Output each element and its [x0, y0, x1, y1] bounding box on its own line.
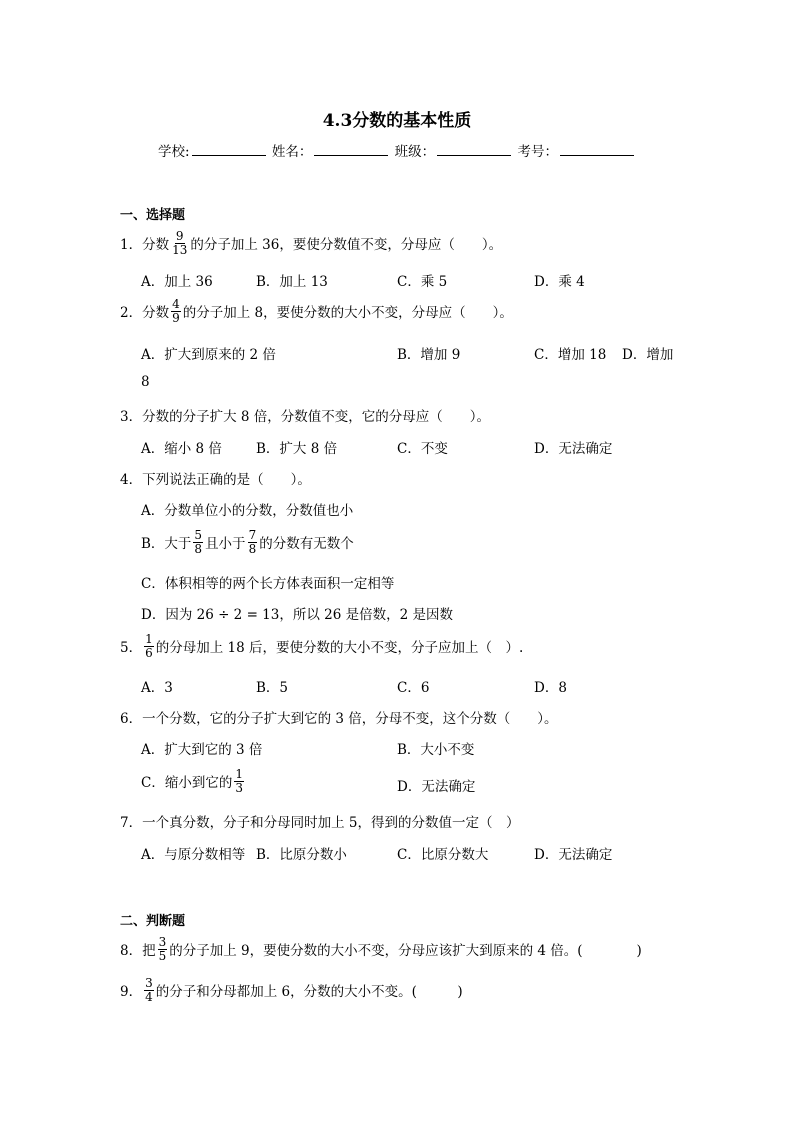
q4-option-c[interactable]: C．体积相等的两个长方体表面积一定相等	[141, 576, 395, 592]
numerator: 5	[194, 528, 203, 542]
question-text: 的分子加上 36，要使分数值不变，分母应（ ）。	[190, 237, 503, 253]
q2-option-b[interactable]: B．增加 9	[397, 347, 461, 363]
numerator: 1	[145, 632, 153, 646]
name-label: 姓名：	[271, 144, 313, 160]
q7-option-d[interactable]: D．无法确定	[534, 847, 613, 863]
question-number: 8．	[120, 943, 143, 959]
question-6	[120, 707, 558, 727]
numerator: 1	[235, 767, 243, 781]
class-label: 班级：	[394, 144, 436, 160]
question-text: 一个分数，它的分子扩大到它的 3 倍，分母不变，这个分数（ ）。	[142, 711, 558, 727]
section-heading-choice: 一、选择题	[120, 208, 186, 223]
school-blank[interactable]	[192, 143, 266, 156]
q6-option-a[interactable]: A．扩大到它的 3 倍	[141, 742, 263, 758]
option-text: 的分数有无数个	[259, 536, 354, 552]
question-number: 3．	[120, 409, 143, 425]
question-number: 5．	[120, 640, 143, 656]
q6-option-d[interactable]: D．无法确定	[397, 779, 476, 795]
numerator: 9	[175, 229, 184, 243]
question-text: 分数的分子扩大 8 倍，分数值不变，它的分母应（ ）。	[142, 409, 491, 425]
q3-option-d[interactable]: D．无法确定	[534, 441, 613, 457]
school-label: 学校:	[158, 144, 190, 160]
question-4	[120, 468, 311, 488]
question-1	[120, 229, 503, 259]
question-number: 1．	[120, 237, 143, 253]
q5-option-a[interactable]: A．3	[141, 680, 173, 696]
question-number: 6．	[120, 711, 143, 727]
q1-option-d[interactable]: D．乘 4	[534, 274, 585, 290]
q1-option-b[interactable]: B．加上 13	[256, 274, 328, 290]
q7-option-b[interactable]: B．比原分数小	[256, 847, 347, 863]
q2-option-d-continued: 8	[141, 374, 150, 390]
fraction	[171, 230, 188, 257]
option-text: C．缩小到它的	[141, 775, 233, 791]
denominator: 8	[248, 542, 257, 556]
denominator: 5	[158, 949, 167, 963]
question-number: 9．	[120, 984, 143, 1000]
q5-option-c[interactable]: C．6	[397, 680, 430, 696]
option-text: B．大于	[141, 536, 192, 552]
question-text: 下列说法正确的是（ ）。	[142, 472, 311, 488]
numerator: 3	[145, 976, 153, 990]
denominator: 3	[235, 781, 243, 795]
numerator: 4	[172, 297, 180, 311]
denominator: 8	[194, 542, 203, 556]
q7-option-a[interactable]: A．与原分数相等	[141, 847, 246, 863]
class-blank[interactable]	[437, 143, 511, 156]
fraction	[234, 768, 244, 795]
numerator: 7	[248, 528, 257, 542]
q5-option-b[interactable]: B．5	[256, 680, 289, 696]
q3-option-b[interactable]: B．扩大 8 倍	[256, 441, 338, 457]
exam-no-blank[interactable]	[560, 143, 634, 156]
q4-option-a[interactable]: A．分数单位小的分数，分数值也小	[141, 503, 354, 519]
denominator: 6	[145, 646, 153, 660]
page-title: 4.3分数的基本性质	[322, 111, 472, 131]
fraction	[158, 936, 168, 963]
question-8	[120, 935, 642, 965]
question-7	[120, 811, 519, 831]
q3-option-a[interactable]: A．缩小 8 倍	[141, 441, 222, 457]
fraction	[144, 633, 154, 660]
question-text: 的分子加上 8，要使分数的大小不变，分母应（ ）。	[182, 305, 513, 321]
q3-option-c[interactable]: C．不变	[397, 441, 448, 457]
question-9	[120, 976, 463, 1006]
question-3	[120, 405, 490, 425]
student-info-line	[0, 140, 794, 160]
denominator: 9	[172, 311, 180, 325]
exam-no-label: 考号：	[517, 144, 558, 160]
denominator: 13	[172, 243, 188, 257]
question-text: 分数	[142, 237, 170, 253]
question-text: 分数	[142, 305, 170, 321]
q6-option-c[interactable]	[141, 767, 246, 797]
question-text: 的分子和分母都加上 6，分数的大小不变。( )	[155, 984, 463, 1000]
question-number: 2．	[120, 305, 143, 321]
question-text: 把	[142, 943, 156, 959]
q5-option-d[interactable]: D．8	[534, 680, 567, 696]
q2-option-c[interactable]: C．增加 18	[534, 347, 607, 363]
fraction	[193, 529, 203, 556]
q4-option-d[interactable]: D．因为 26 ÷ 2 = 13，所以 26 是倍数，2 是因数	[141, 607, 453, 623]
question-text: 的分子加上 9，要使分数的大小不变，分母应该扩大到原来的 4 倍。( )	[169, 943, 642, 959]
question-number: 4．	[120, 472, 143, 488]
name-blank[interactable]	[314, 143, 388, 156]
question-text: 的分母加上 18 后，要使分数的大小不变，分子应加上（ ）.	[155, 640, 524, 656]
fraction	[171, 298, 181, 325]
fraction	[144, 977, 154, 1004]
question-5	[120, 632, 524, 662]
q6-option-b[interactable]: B．大小不变	[397, 742, 475, 758]
question-text: 一个真分数，分子和分母同时加上 5，得到的分数值一定（ ）	[142, 815, 520, 831]
q4-option-b[interactable]	[141, 528, 354, 558]
q2-option-a[interactable]: A．扩大到原来的 2 倍	[141, 347, 276, 363]
question-number: 7．	[120, 815, 143, 831]
q1-option-a[interactable]: A．加上 36	[141, 274, 213, 290]
fraction	[248, 529, 258, 556]
q1-option-c[interactable]: C．乘 5	[397, 274, 448, 290]
option-text: 且小于	[205, 536, 246, 552]
denominator: 4	[145, 990, 153, 1004]
section-heading-judgement: 二、判断题	[120, 914, 186, 929]
question-2	[120, 297, 513, 327]
numerator: 3	[158, 935, 167, 949]
q7-option-c[interactable]: C．比原分数大	[397, 847, 489, 863]
q2-option-d[interactable]: D．增加	[622, 347, 674, 363]
